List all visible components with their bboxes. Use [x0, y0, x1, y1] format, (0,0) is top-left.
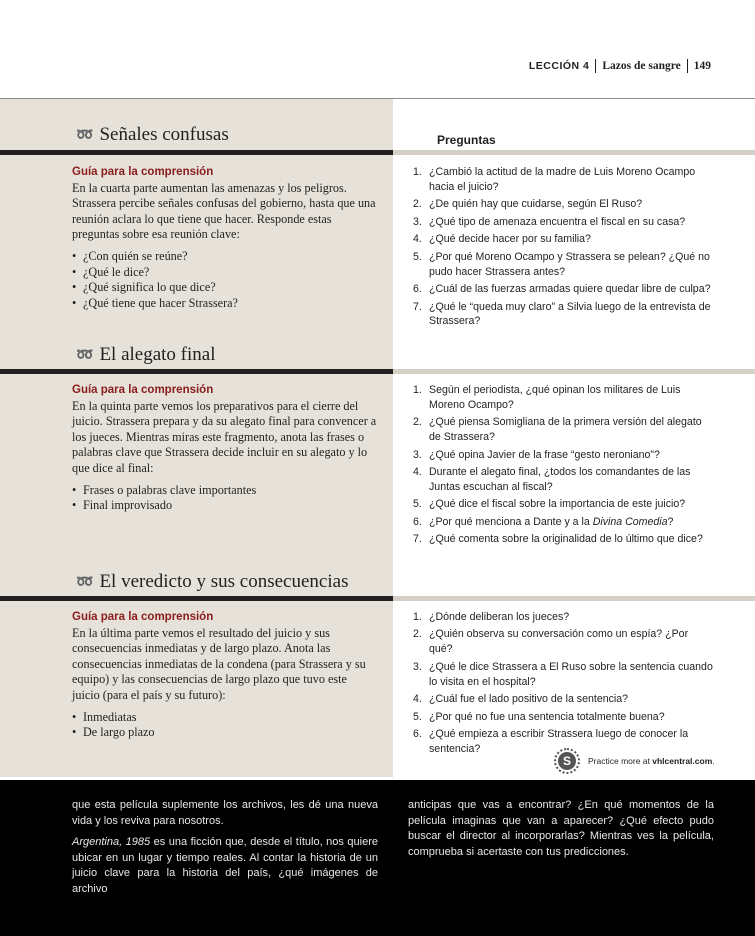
question-item: 6. ¿Por qué menciona a Dante y a la Divina Comedia?: [413, 515, 674, 528]
practice-site: vhlcentral.com: [652, 756, 713, 766]
bullet-item: • De largo plazo: [72, 725, 377, 741]
film-reel-icon: ➿: [76, 127, 94, 143]
section-rule: [393, 596, 755, 601]
bullet-item: • Final improvisado: [72, 498, 377, 514]
section-rule: [0, 150, 393, 155]
bullet-item: • ¿Con quién se reúne?: [72, 249, 377, 265]
question-item: 3. ¿Qué tipo de amenaza encuentra el fiscal en su casa?: [413, 215, 686, 228]
question-item: 5. ¿Por qué Moreno Ocampo y Strassera se pelean? ¿Qué no pudo hacer Strassera antes?: [413, 250, 710, 278]
question-item: 2. ¿Quién observa su conversación como un espía? ¿Por qué?: [413, 628, 689, 656]
question-item: 6. ¿Qué empieza a escribir Strassera luego de conocer la sentencia?: [413, 728, 689, 755]
question-item: 6. ¿Cuál de las fuerzas armadas quiere quedar libre de culpa?: [413, 283, 711, 296]
practice-prefix: Practice more at: [588, 756, 650, 766]
section-title-alegato: [76, 344, 216, 366]
film-title: Argentina, 1985: [72, 836, 151, 849]
guide-bullets: [72, 483, 377, 514]
section-rule: [0, 369, 393, 374]
question-item: 1. ¿Cambió la actitud de la madre de Luis Moreno Ocampo hacia el juicio?: [413, 166, 696, 193]
guide-block-veredicto: [72, 610, 377, 741]
guide-block-alegato: [72, 383, 377, 514]
guide-label: Guía para la comprensión: [72, 611, 214, 623]
questions-list-senales: [413, 165, 713, 332]
question-item: 7. ¿Qué comenta sobre la originalidad de lo último que dice?: [413, 533, 703, 546]
bullet-item: • ¿Qué tiene que hacer Strassera?: [72, 296, 377, 312]
bottom-left-paragraph-1: que esta película suplemente los archivos, les dé una nueva vida y los reviva para nosotros.: [72, 799, 378, 827]
bullet-item: • Frases o palabras clave importantes: [72, 483, 377, 499]
guide-text: En la quinta parte vemos los preparativos para el cierre del juicio. Strassera prepara y da su alegato final para convencer a los jueces. Mientras miras este fragmento, anota las frases o palabras clave que Strassera decide incluir en su alegato y lo que dice al final:: [72, 398, 377, 475]
guide-label: Guía para la comprensión: [72, 166, 214, 178]
bottom-left-column: [72, 798, 378, 898]
lesson-label: LECCIÓN 4: [528, 60, 590, 72]
section-rule: [393, 369, 755, 374]
bullet-item: • Inmediatas: [72, 710, 377, 726]
page-header: [529, 59, 711, 73]
section-title-text: Señales confusas: [99, 124, 229, 145]
bottom-right-column: [408, 798, 714, 860]
question-item: 5. ¿Por qué no fue una sentencia totalmente buena?: [413, 710, 665, 723]
questions-list-veredicto: [413, 610, 713, 759]
questions-heading: Preguntas: [437, 133, 496, 147]
question-item: 4. ¿Qué decide hacer por su familia?: [413, 233, 591, 246]
lesson-title: Lazos de sangre: [602, 60, 681, 72]
guide-label: Guía para la comprensión: [72, 384, 214, 396]
bottom-band: [0, 780, 755, 936]
section-rule: [0, 596, 393, 601]
section-title-veredicto: [76, 571, 348, 593]
question-item: 4. ¿Cuál fue el lado positivo de la sentencia?: [413, 693, 629, 706]
bullet-item: • ¿Qué le dice?: [72, 265, 377, 281]
question-item: 4. Durante el alegato final, ¿todos los comandantes de las Juntas escuchan al fiscal?: [413, 466, 691, 493]
film-reel-icon: ➿: [76, 347, 94, 363]
question-item: 1. ¿Dónde deliberan los jueces?: [413, 611, 570, 623]
section-title-senales: [76, 124, 229, 146]
guide-bullets: [72, 249, 377, 311]
question-item: 2. ¿Qué piensa Somigliana de la primera versión del alegato de Strassera?: [413, 416, 702, 444]
section-rule: [393, 150, 755, 155]
question-item: 5. ¿Qué dice el fiscal sobre la importancia de este juicio?: [413, 498, 686, 511]
practice-suffix: .: [712, 756, 715, 766]
guide-text: En la cuarta parte aumentan las amenazas y los peligros. Strassera percibe señales confusas del gobierno, hasta que una reunión aclara lo que tiene que hacer. Responde estas preguntas sobre esa reunión clave:: [72, 180, 376, 242]
guide-bullets: [72, 710, 377, 741]
guide-text: En la última parte vemos el resultado del juicio y sus consecuencias inmediatas y de largo plazo. Anota las consecuencias inmediatas de la condena (para Strassera y su equipo) y las consecuencias de largo plazo que tuvo este juicio (para el país y su futuro):: [72, 625, 366, 702]
supersite-icon: S: [554, 748, 580, 774]
section-title-text: El veredicto y sus consecuencias: [99, 571, 349, 592]
section-title-text: El alegato final: [99, 344, 216, 365]
question-item: 7. ¿Qué le “queda muy claro” a Silvia luego de la entrevista de Strassera?: [413, 300, 711, 328]
questions-list-alegato: [413, 383, 713, 550]
bottom-right-paragraph-1: anticipas que vas a encontrar? ¿En qué momentos de la película imaginas que van a aparecer? ¿Qué efecto pudo buscar el director al incorporarlas? Mientras ves la película, comprueba si acertaste con tus predicciones.: [408, 799, 714, 858]
bottom-left-paragraph-2: Argentina, 1985 es una ficción que, desde el título, nos quiere ubicar en un lugar y tiempo reales. Al contar la historia de un juicio clave para la historia del país, ¿qué imágenes de archivo: [72, 836, 378, 895]
question-item: 1. Según el periodista, ¿qué opinan los militares de Luis Moreno Ocampo?: [413, 384, 681, 411]
guide-block-senales: [72, 165, 377, 311]
practice-link[interactable]: [554, 748, 715, 774]
header-divider: [687, 59, 688, 73]
question-item: 2. ¿De quién hay que cuidarse, según El Ruso?: [413, 198, 643, 211]
question-item: 3. ¿Qué opina Javier de la frase “gesto neroniano”?: [413, 448, 660, 461]
bullet-item: • ¿Qué significa lo que dice?: [72, 280, 377, 296]
header-divider: [595, 59, 596, 73]
film-reel-icon: ➿: [76, 574, 94, 590]
page-number: 149: [693, 60, 711, 72]
question-item: 3. ¿Qué le dice Strassera a El Ruso sobre la sentencia cuando lo visita en el hospital?: [413, 660, 713, 688]
